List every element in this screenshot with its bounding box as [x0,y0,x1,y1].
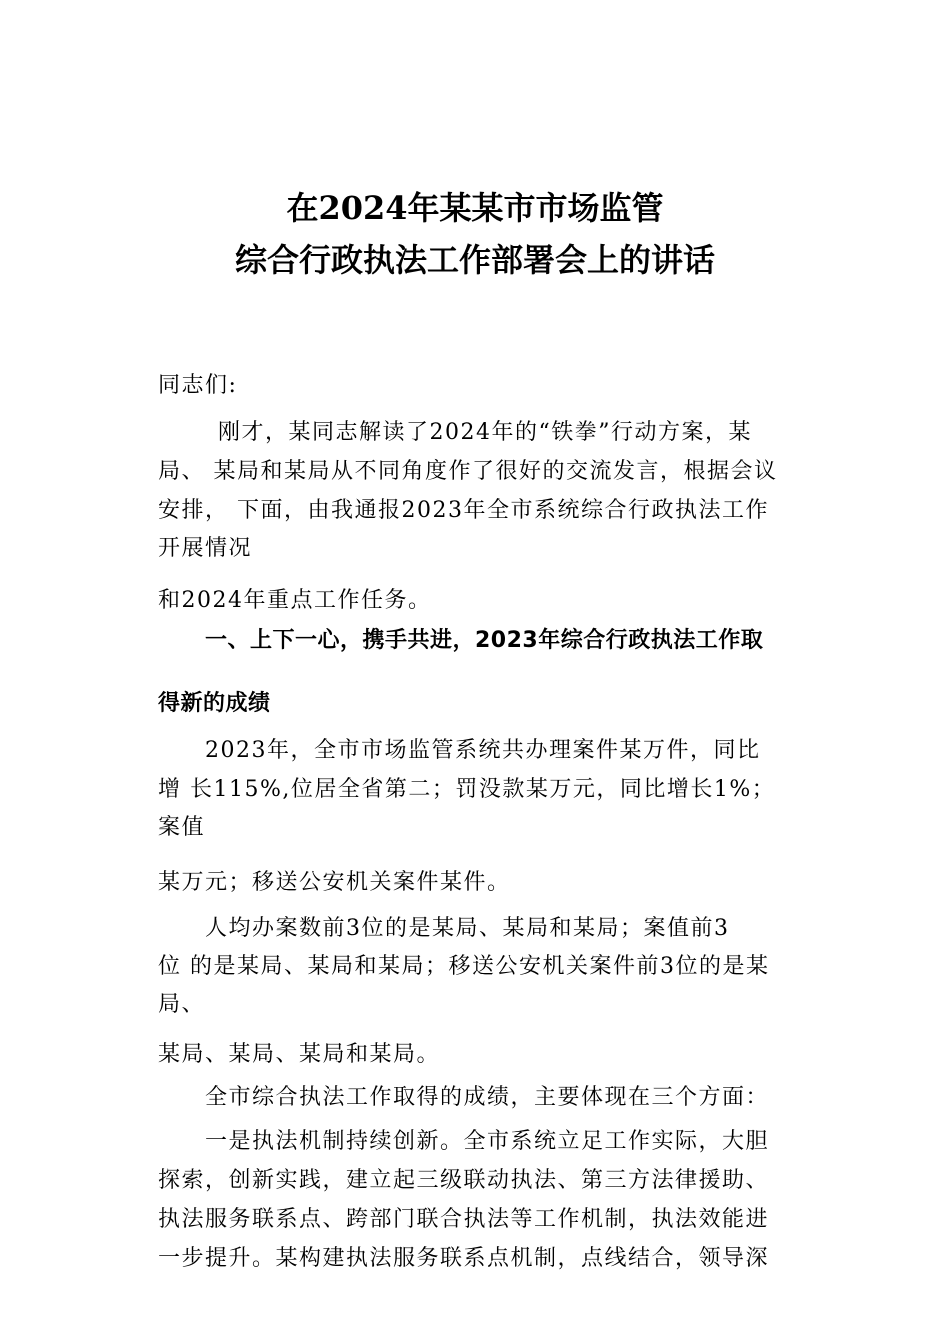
paragraph-3-line-1: 人均办案数前3位的是某局、某局和某局；案值前3 [205,916,730,941]
paragraph-3-line-4: 某局、某局、某局和某局。 [158,1042,441,1067]
paragraph-3-line-3: 局、 [158,992,206,1017]
section-heading-1-line-2: 得新的成绩 [158,691,271,716]
paragraph-4-line-1: 全市综合执法工作取得的成绩，主要体现在三个方面： [205,1085,770,1110]
paragraph-5-line-3: 执法服务联系点、跨部门联合执法等工作机制，执法效能进 [158,1207,770,1232]
paragraph-3-line-2: 位 的是某局、某局和某局；移送公安机关案件前3位的是某 [158,954,770,979]
paragraph-1-line-4: 开展情况 [158,536,253,561]
salutation: 同志们: [158,373,238,398]
section-heading-1-line-1: 一、上下一心，携手共进，2023年综合行政执法工作取 [205,628,764,653]
paragraph-2-line-4: 某万元；移送公安机关案件某件。 [158,870,511,895]
document-title-line-1: 在2024年某某市市场监管 [286,189,664,227]
paragraph-5-line-2: 探索，创新实践，建立起三级联动执法、第三方法律援助、 [158,1168,770,1193]
paragraph-2-line-3: 案值 [158,815,206,840]
paragraph-5-line-4: 一步提升。某构建执法服务联系点机制，点线结合，领导深 [158,1246,770,1271]
paragraph-1-line-5: 和2024年重点工作任务。 [158,588,432,613]
paragraph-2-line-1: 2023年，全市市场监管系统共办理案件某万件，同比 [205,738,761,763]
document-title-line-2: 综合行政执法工作部署会上的讲话 [234,241,715,279]
paragraph-1-line-3: 安排， 下面，由我通报2023年全市系统综合行政执法工作 [158,498,769,523]
paragraph-1-line-2: 局、 某局和某局从不同角度作了很好的交流发言，根据会议 [158,459,778,484]
paragraph-5-line-1: 一是执法机制持续创新。全市系统立足工作实际，大胆 [205,1129,770,1154]
paragraph-1-line-1: 刚才，某同志解读了2024年的“铁拳”行动方案，某 [218,420,752,445]
paragraph-2-line-2: 增 长115%,位居全省第二；罚没款某万元，同比增长1%； [158,777,776,802]
